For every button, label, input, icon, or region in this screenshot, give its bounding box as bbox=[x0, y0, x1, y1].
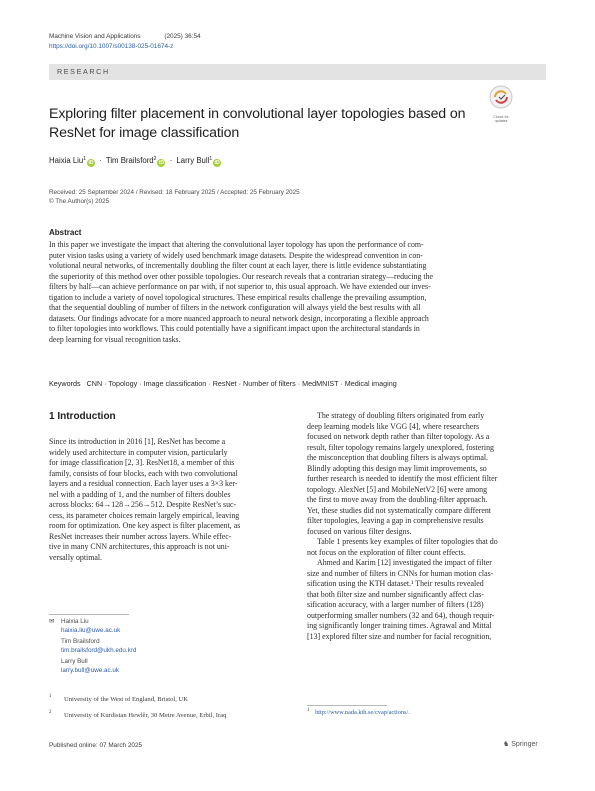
abstract-line: volutional neural networks, of incrementally doubling the filter count at each layer, there is little evidence substantiating bbox=[49, 261, 427, 271]
text-line: versally optimal. bbox=[49, 552, 103, 562]
corresponding-authors bbox=[49, 618, 136, 676]
text-line: focused on network depth rather than filter topology. As a bbox=[307, 432, 490, 441]
keyword: Medical imaging bbox=[344, 379, 397, 388]
text-line: Table 1 presents key examples of filter topologies that do bbox=[317, 537, 498, 546]
article-type-label: RESEARCH bbox=[57, 67, 110, 76]
keyword: Number of filters bbox=[243, 379, 296, 388]
author-name[interactable]: Tim Brailsford bbox=[105, 156, 154, 165]
abstract-line: the superiority of this method over other possible topologies. Our research reveals that a contrarian strategy—reducing the bbox=[49, 271, 434, 281]
orcid-icon[interactable]: iD bbox=[214, 160, 220, 166]
text-line: across blocks: 64→128→256→512. Despite ResNet’s suc- bbox=[49, 500, 237, 509]
abstract-line: In this paper we investigate the impact that altering the convolutional layer topology has upon the performance of com- bbox=[49, 240, 424, 249]
abstract-line: that the sequential doubling of number of filters in the network configuration will always yield the best results with all bbox=[49, 303, 421, 313]
author-name[interactable]: Haixia Liu bbox=[49, 156, 84, 165]
author-affiliation-sup: 1 bbox=[83, 156, 87, 162]
journal-header bbox=[49, 33, 201, 40]
text-line: The strategy of doubling filters originated from early bbox=[317, 411, 485, 420]
abstract-line: puter vision tasks using a variety of widely used benchmark image datasets. Despite the widespread convention in con- bbox=[49, 250, 423, 260]
contact-email[interactable]: haixia.liu@uwe.ac.uk bbox=[61, 626, 121, 634]
text-line: filter topologies, leaving a gap in comprehensive results bbox=[307, 516, 484, 525]
text-line: Ahmed and Karim [12] investigated the impact of filter bbox=[317, 558, 492, 567]
text-line: room for optimization. One key aspect is filter placement, as bbox=[49, 521, 241, 530]
publisher-logo bbox=[503, 740, 538, 748]
text-line: ing significantly longer training times. Agrawal and Mittal bbox=[307, 621, 492, 630]
section-heading-introduction: 1 Introduction bbox=[49, 411, 116, 422]
affiliation-text: University of Kurdistan Hewlêr, 30 Metre Avenue, Erbil, Iraq bbox=[64, 712, 227, 719]
footnote-url[interactable]: http://www.nada.kth.se/cvap/actions/. bbox=[315, 709, 410, 717]
keyword: Topology bbox=[108, 379, 138, 388]
footnote-number: 1 bbox=[307, 708, 310, 713]
author-separator: · bbox=[99, 156, 102, 165]
keyword: ResNet bbox=[212, 379, 237, 388]
journal-volume: (2025) 36:54 bbox=[164, 33, 201, 40]
text-line: tive in many CNN architectures, this approach is not uni- bbox=[49, 542, 230, 551]
mail-icon: ✉ bbox=[49, 618, 55, 625]
text-line: not focus on the exploration of filter count effects. bbox=[307, 547, 466, 557]
contact-name-text: Haixia Liu bbox=[61, 618, 89, 625]
article-type-banner bbox=[49, 64, 546, 80]
contact-name: Tim Brailsford bbox=[61, 638, 100, 646]
text-line: focused on various filter designs. bbox=[307, 526, 412, 536]
keyword: MedMNIST bbox=[302, 379, 339, 388]
intro-paragraph bbox=[49, 437, 289, 563]
check-updates-line2: updates bbox=[494, 119, 508, 123]
text-line: ResNet increases their number across layers. While effec- bbox=[49, 531, 232, 541]
abstract-heading: Abstract bbox=[49, 228, 82, 237]
footnote bbox=[307, 708, 410, 716]
affiliation-number: 2 bbox=[49, 710, 52, 715]
text-line: Blindly adopting this design may limit improvements, so bbox=[307, 463, 487, 473]
text-line: sification accuracy, with a larger number of filters (128) bbox=[307, 600, 484, 609]
text-line: that both filter size and number significantly affect clas- bbox=[307, 589, 484, 599]
right-column-text bbox=[307, 411, 546, 642]
text-line: cess, its parameter choices remain largely empirical, leaving bbox=[49, 510, 240, 520]
author-list bbox=[49, 156, 221, 167]
text-line: Since its introduction in 2016 [1], ResNet has become a bbox=[49, 437, 226, 446]
published-online: Published online: 07 March 2025 bbox=[49, 742, 143, 749]
author-affiliation-sup: 2 bbox=[153, 156, 157, 162]
author-separator: · bbox=[169, 156, 173, 165]
affiliation-text: University of the West of England, Bristol, UK bbox=[64, 696, 189, 703]
abstract-line: filters by half—can achieve performance on par with, if not superior to, this usual approach. We have extended our inves- bbox=[49, 282, 431, 292]
orcid-icon[interactable]: iD bbox=[88, 160, 94, 166]
doi-link[interactable]: https://doi.org/10.1007/s00138-025-01674-z bbox=[49, 43, 174, 50]
author-affiliation-sup: 1 bbox=[209, 156, 213, 162]
publication-dates bbox=[49, 188, 300, 206]
keyword: Image classification bbox=[143, 379, 207, 388]
journal-name: Machine Vision and Applications bbox=[49, 33, 141, 40]
footnote-divider-right bbox=[307, 705, 387, 706]
check-updates-line1: Check for bbox=[493, 115, 509, 119]
contact-email[interactable]: larry.bull@uwe.ac.uk bbox=[61, 666, 120, 674]
text-line: result, filter topology remains largely unexplored, fostering bbox=[307, 442, 494, 452]
history-dates: Received: 25 September 2024 / Revised: 18 February 2025 / Accepted: 25 February 2025 bbox=[49, 189, 300, 196]
keywords-label: Keywords bbox=[49, 379, 81, 388]
orcid-icon[interactable]: iD bbox=[158, 160, 164, 166]
title-line-2: ResNet for image classification bbox=[49, 125, 240, 141]
abstract-line: deep learning for visual recognition tasks. bbox=[49, 334, 181, 344]
text-line: sification using the KTH dataset.¹ Their results revealed bbox=[307, 579, 484, 588]
text-line: layers and a residual connection. Each layer uses a 3×3 ker- bbox=[49, 479, 238, 488]
text-line: the misconception that doubling filters is always optimal. bbox=[307, 453, 489, 462]
text-line: deep learning models like VGG [4], where researchers bbox=[307, 421, 480, 431]
text-line: nel with a padding of 1, and the number of filters doubles bbox=[49, 489, 231, 499]
keywords: Keywords CNN · Topology · Image classification · ResNet · Number of filters · MedMNIST · Medical imaging bbox=[49, 379, 397, 388]
text-line: [13] explored filter size and number for facial recognition, bbox=[307, 631, 492, 641]
affiliation-number: 1 bbox=[49, 694, 52, 699]
text-line: outperforming smaller numbers (32 and 64), though requir- bbox=[307, 610, 495, 620]
contact-name: Larry Bull bbox=[61, 658, 88, 666]
title-line-1: Exploring filter placement in convolutional layer topologies based on bbox=[49, 106, 466, 122]
text-line: topology. AlexNet [5] and MobileNetV2 [6] were among bbox=[307, 484, 488, 494]
abstract-line: datasets. Our findings advocate for a more nuanced approach to neural network design, incorporating a flexible approach bbox=[49, 313, 429, 323]
keyword: CNN bbox=[86, 379, 103, 388]
contact-email[interactable]: tim.brailsford@ukh.edu.krd bbox=[61, 646, 137, 654]
abstract-line: to filter topologies into workflows. This could potentially have a significant impact upon the architectural standards in bbox=[49, 324, 420, 334]
text-line: Yet, these studies did not systematically compare different bbox=[307, 505, 492, 515]
abstract-body bbox=[49, 240, 546, 345]
text-line: the first to move away from the doubling-filter approach. bbox=[307, 495, 488, 504]
paper-title bbox=[49, 105, 509, 143]
copyright-notice: © The Author(s) 2025 bbox=[49, 198, 110, 206]
text-line: family, consists of four blocks, each with two convolutional bbox=[49, 468, 238, 478]
publisher-name: Springer bbox=[511, 741, 538, 748]
springer-horse-icon: ♞ bbox=[503, 741, 510, 748]
contact-name bbox=[49, 618, 136, 627]
author-name[interactable]: Larry Bull bbox=[176, 156, 210, 165]
text-line: further research is needed to identify the most efficient filter bbox=[307, 474, 498, 483]
text-line: for image classification [2, 3]. ResNet18, a member of this bbox=[49, 458, 235, 467]
footnote-divider bbox=[49, 614, 129, 615]
text-line: size and number of filters in CNNs for human motion clas- bbox=[307, 568, 494, 578]
abstract-line: tigation to include a variety of novel topological structures. These empirical results challenge the prevailing assumption, bbox=[49, 292, 427, 302]
text-line: widely used architecture in computer vision, particularly bbox=[49, 447, 228, 457]
